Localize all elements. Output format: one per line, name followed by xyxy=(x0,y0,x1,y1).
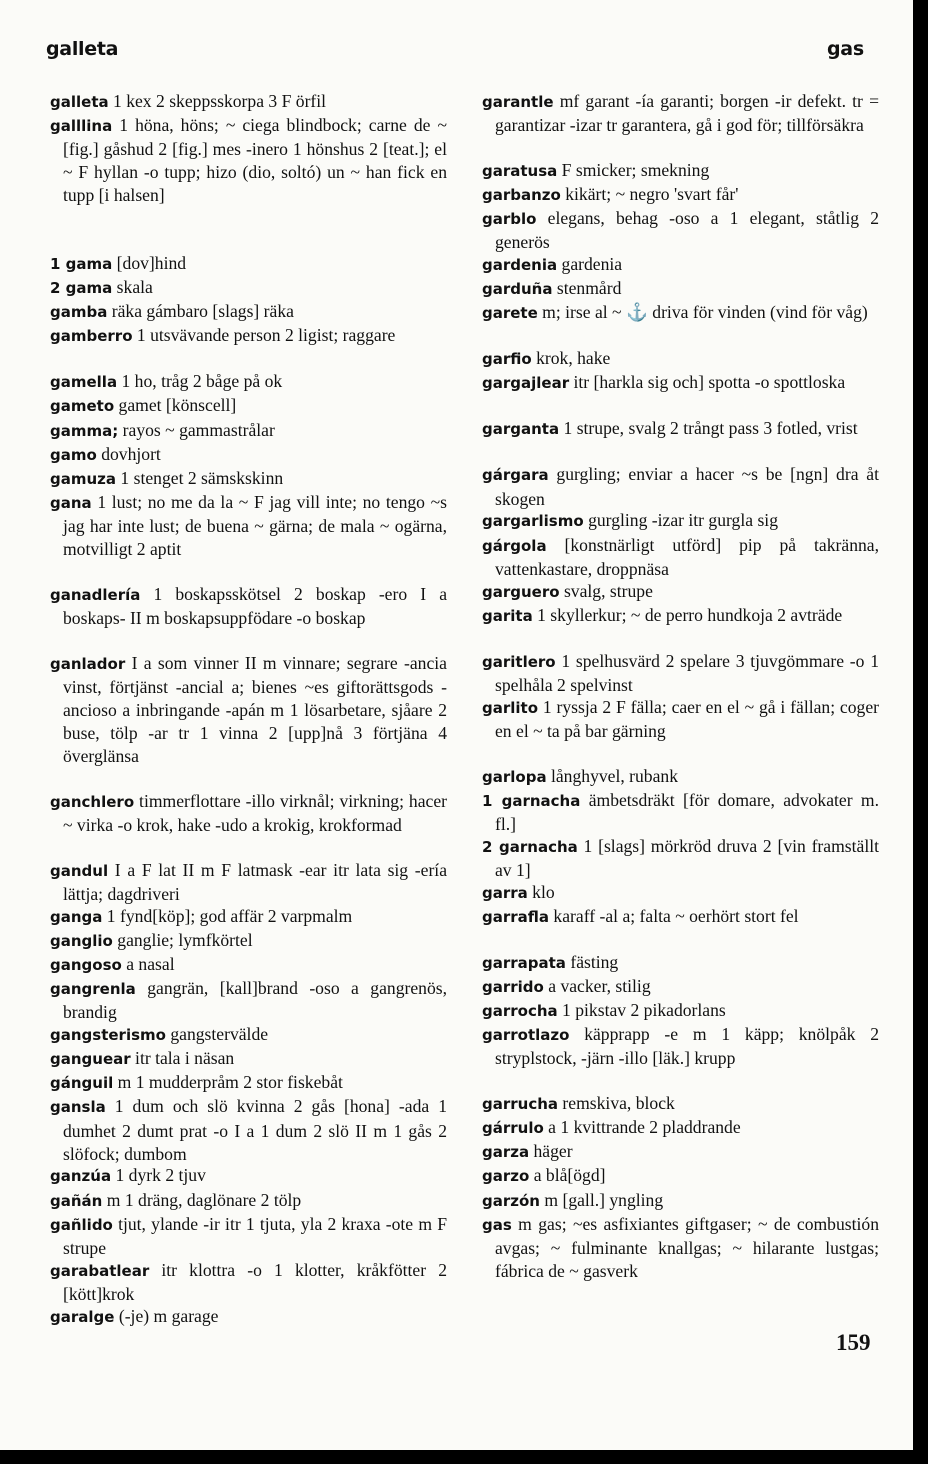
definition: m; irse al ~ ⚓ driva för vinden (vind för våg) xyxy=(537,302,868,323)
entry xyxy=(482,253,879,277)
entry xyxy=(50,90,447,114)
definition: 1 spelhusvärd 2 spelare 3 tjuvgömmare -o 1 spelhåla 2 spelvinst xyxy=(495,650,879,695)
definition: a blå[ögd] xyxy=(529,1165,606,1186)
entry xyxy=(482,301,879,347)
entry xyxy=(50,394,447,418)
headword: gangsterismo xyxy=(50,1026,166,1045)
entry xyxy=(50,1095,447,1164)
entry xyxy=(50,1071,447,1095)
headword: gañlido xyxy=(50,1215,113,1234)
entry xyxy=(50,1305,447,1329)
definition: F smicker; smekning xyxy=(557,160,710,180)
definition: 1 lust; no me da la ~ F jag vill inte; no tengo ~s jag har inte lust; de buena ~ gärna; de mala ~ ogärna, motvilligt 2 aptit xyxy=(63,491,447,560)
definition: itr [harkla sig och] spotta -o spottloska xyxy=(569,372,846,393)
definition: I a som vinner II m vinnare; segrare -ancia vinst, förtjänst -ancial a; bienes ~es giftorättsgods -ancioso a inbringande -apán m 1 lösarbetare, sjåare 2 buse, tölp -ar tr 1 vinna 2 [upp]nå 3 förtjäna 4 överglänsa xyxy=(63,652,447,767)
entry xyxy=(50,467,447,491)
headword: garganta xyxy=(482,420,560,439)
headword: garrucha xyxy=(482,1095,559,1114)
definition: a vacker, stilig xyxy=(543,975,651,996)
headword: ganlador xyxy=(50,654,126,673)
definition: 1 höna, höns; ~ ciega blindbock; carne de ~ [fig.] gåshud 2 [fig.] mes -inero 1 hönshus 2 [teat.]; el ~ F hyllan -o tupp; hizo (dio, soltó) un ~ han fick en tupp [i halsen] xyxy=(63,115,447,206)
headword: garrafla xyxy=(482,907,550,926)
headword: garabatlear xyxy=(50,1261,150,1280)
entry xyxy=(482,1116,879,1140)
entry xyxy=(482,207,879,253)
headword: gamba xyxy=(50,303,108,322)
entry xyxy=(482,347,879,371)
definition: [dov]hind xyxy=(112,253,187,274)
entry xyxy=(50,300,447,324)
guide-word-left: galleta xyxy=(46,38,119,60)
definition: 1 dyrk 2 tjuv xyxy=(111,1165,206,1186)
definition: klo xyxy=(527,881,555,902)
definition: 1 pikstav 2 pikadorlans xyxy=(557,1000,726,1021)
entry xyxy=(482,650,879,696)
entry xyxy=(482,881,879,905)
headword: ganzúa xyxy=(50,1167,112,1186)
definition: rayos ~ gammastrålar xyxy=(118,419,275,440)
entry xyxy=(482,417,879,463)
headword: garra xyxy=(482,883,528,902)
entry xyxy=(482,1189,879,1213)
entry xyxy=(482,371,879,417)
headword: garrido xyxy=(482,977,544,996)
headword: gárrulo xyxy=(482,1119,544,1138)
left-column xyxy=(50,90,447,1329)
headword: gárgara xyxy=(482,466,549,485)
headword: gañán xyxy=(50,1191,103,1210)
definition: karaff -al a; falta ~ oerhört stort fel xyxy=(549,905,799,926)
headword: garitlero xyxy=(482,652,556,671)
definition: m gas; ~es asfixiantes giftgaser; ~ de combustión avgas; ~ fulminante knallgas; ~ hilarante lustgas; fábrica de ~ gasverk xyxy=(495,1213,879,1281)
definition: (-je) m garage xyxy=(114,1305,219,1326)
headword: galleta xyxy=(50,93,109,111)
entry xyxy=(482,159,879,183)
headword: gárgola xyxy=(482,536,547,555)
headword: ganguear xyxy=(50,1050,131,1069)
headword: garlito xyxy=(482,698,539,717)
headword: gandul xyxy=(50,861,109,880)
entry xyxy=(50,370,447,394)
entry xyxy=(50,276,447,300)
entry xyxy=(482,534,879,580)
definition: itr klottra -o 1 klotter, kråkfötter 2 [kött]krok xyxy=(63,1259,447,1304)
entry xyxy=(482,1092,879,1116)
headword: ganglio xyxy=(50,931,113,950)
definition: ämbetsdräkt [för domare, advokater m. fl.] xyxy=(495,789,879,834)
definition: itr tala i näsan xyxy=(130,1048,235,1069)
entry xyxy=(50,905,447,929)
entry xyxy=(482,183,879,207)
entry xyxy=(482,951,879,975)
headword: gana xyxy=(50,493,92,512)
entry xyxy=(50,114,447,252)
entry xyxy=(50,652,447,790)
definition: gamet [könscell] xyxy=(114,395,237,416)
headword: garlopa xyxy=(482,767,547,786)
definition: 1 strupe, svalg 2 trångt pass 3 fotled, vrist xyxy=(559,418,858,439)
headword: ganadlería xyxy=(50,585,141,604)
entry xyxy=(50,583,447,652)
headword: 2 garnacha xyxy=(482,837,578,856)
definition: kikärt; ~ negro 'svart får' xyxy=(560,184,739,205)
entry xyxy=(50,1189,447,1213)
headword: gansla xyxy=(50,1098,106,1117)
definition: långhyvel, rubank xyxy=(546,765,679,786)
definition: 1 boskapsskötsel 2 boskap -ero I a boskaps- II m boskapsuppfödare -o boskap xyxy=(63,583,447,628)
definition: dovhjort xyxy=(96,443,161,464)
entry xyxy=(482,1213,879,1305)
entry xyxy=(50,1213,447,1259)
headword: garrapata xyxy=(482,953,566,972)
entry xyxy=(482,509,879,533)
entry xyxy=(482,835,879,881)
headword: garblo xyxy=(482,210,537,229)
headword: garrotlazo xyxy=(482,1026,570,1045)
entry xyxy=(482,1164,879,1188)
entry xyxy=(482,1140,879,1164)
headword: garalge xyxy=(50,1307,115,1326)
headword: garzo xyxy=(482,1167,530,1186)
headword: gamma; xyxy=(50,421,119,440)
definition: gurgling; enviar a hacer ~s be [ngn] dra åt skogen xyxy=(495,464,879,509)
definition: 1 utsvävande person 2 ligist; raggare xyxy=(132,325,396,346)
entry xyxy=(482,463,879,509)
entry xyxy=(50,443,447,467)
entry xyxy=(50,491,447,583)
definition: timmerflottare -illo virknål; virkning; hacer ~ virka -o krok, hake -udo a krokig, krokformad xyxy=(63,790,447,835)
definition: gangrän, [kall]brand -oso a gangrenös, brandig xyxy=(63,978,447,1023)
headword: gamo xyxy=(50,445,97,464)
headword: ganchlero xyxy=(50,792,135,811)
definition: [konstnärligt utförd] pip på takränna, vattenkastare, droppnäsa xyxy=(495,534,879,579)
definition: gurgling -izar itr gurgla sig xyxy=(583,510,778,531)
headword: gangoso xyxy=(50,956,122,975)
definition: 1 ho, tråg 2 båge på ok xyxy=(117,371,283,392)
headword: garbanzo xyxy=(482,186,561,205)
headword: garete xyxy=(482,304,538,323)
entry xyxy=(50,859,447,905)
entry xyxy=(50,953,447,977)
entry xyxy=(482,604,879,650)
headword: gamberro xyxy=(50,327,133,346)
entry xyxy=(482,277,879,301)
page-number: 159 xyxy=(836,1330,871,1355)
entry xyxy=(482,696,879,765)
definition: a nasal xyxy=(121,954,175,975)
headword: galllina xyxy=(50,117,113,136)
entry xyxy=(50,929,447,953)
definition: elegans, behag -oso a 1 elegant, ståtlig 2 generös xyxy=(495,208,879,253)
definition: 1 kex 2 skeppsskorpa 3 F örfil xyxy=(108,91,327,111)
definition: m 1 dräng, daglönare 2 tölp xyxy=(102,1189,302,1210)
headword: garza xyxy=(482,1143,530,1162)
definition: räka gámbaro [slags] räka xyxy=(107,301,294,322)
entry xyxy=(50,1047,447,1071)
entry xyxy=(482,90,879,159)
definition: käpprapp -e m 1 käpp; knölpåk 2 stryplstock, -järn -illo [läk.] krupp xyxy=(495,1024,879,1069)
entry xyxy=(50,1259,447,1305)
entry xyxy=(482,1023,879,1092)
entry xyxy=(482,789,879,835)
definition: häger xyxy=(529,1141,573,1162)
headword: gardenia xyxy=(482,256,558,275)
definition: m [gall.] yngling xyxy=(539,1189,664,1210)
guide-word-right: gas xyxy=(827,38,864,60)
headword: garantle xyxy=(482,93,554,111)
definition: a 1 kvittrande 2 pladdrande xyxy=(543,1117,741,1138)
headword: 1 gama xyxy=(50,255,113,274)
definition: 1 ryssja 2 F fälla; caer en el ~ gå i fällan; coger en el ~ ta på bar gärning xyxy=(495,696,879,741)
headword: gargarlismo xyxy=(482,512,584,531)
headword: gargajlear xyxy=(482,374,570,393)
definition: 1 dum och slö kvinna 2 gås [hona] -ada 1 dumhet 2 dumt prat -o I a 1 dum 2 slö II m 1 gås 2 slöfock; dumbom xyxy=(63,1096,447,1164)
definition: ganglie; lymfkörtel xyxy=(112,929,253,950)
headword: garguero xyxy=(482,582,560,601)
definition: fästing xyxy=(565,951,619,972)
definition: svalg, strupe xyxy=(559,580,653,601)
definition: I a F lat II m F latmask -ear itr lata sig -ería lättja; dagdriveri xyxy=(63,859,447,904)
headword: gas xyxy=(482,1215,512,1234)
definition: 1 stenget 2 sämskskinn xyxy=(116,467,284,488)
definition: 1 skyllerkur; ~ de perro hundkoja 2 avträde xyxy=(532,604,843,625)
entry xyxy=(482,905,879,951)
definition: gardenia xyxy=(557,254,623,275)
headword: gamella xyxy=(50,373,118,392)
entry xyxy=(482,975,879,999)
entry xyxy=(50,790,447,859)
entry xyxy=(50,977,447,1023)
definition: krok, hake xyxy=(531,348,611,369)
entry xyxy=(482,580,879,604)
headword: gamuza xyxy=(50,469,117,488)
definition: mf garant -ía garanti; borgen -ir defekt. tr = garantizar -izar tr garantera, gå i god för; tillförsäkra xyxy=(495,91,879,136)
headword: garatusa xyxy=(482,162,558,180)
definition: 1 [slags] mörkröd druva 2 [vin framställt av 1] xyxy=(495,835,879,880)
entry xyxy=(50,419,447,443)
headword: gameto xyxy=(50,397,115,416)
headword: garzón xyxy=(482,1191,540,1210)
entry xyxy=(50,252,447,276)
definition: skala xyxy=(112,277,153,298)
headword: gánguil xyxy=(50,1074,114,1093)
entry xyxy=(50,1164,447,1188)
definition: remskiva, block xyxy=(558,1093,675,1114)
headword: 2 gama xyxy=(50,279,113,298)
headword: gangrenla xyxy=(50,980,136,999)
definition: 1 fynd[köp]; god affär 2 varpmalm xyxy=(102,905,353,926)
headword: garfio xyxy=(482,350,532,369)
definition: tjut, ylande -ir itr 1 tjuta, yla 2 kraxa -ote m F strupe xyxy=(63,1213,447,1258)
right-column xyxy=(482,90,879,1305)
definition: stenmård xyxy=(552,278,622,299)
headword: ganga xyxy=(50,907,103,926)
definition: m 1 mudderpråm 2 stor fiskebåt xyxy=(113,1072,343,1093)
entry xyxy=(50,324,447,370)
definition: gangstervälde xyxy=(165,1024,269,1045)
headword: garita xyxy=(482,606,533,625)
headword: 1 garnacha xyxy=(482,791,581,810)
entry xyxy=(482,999,879,1023)
headword: garduña xyxy=(482,280,553,299)
entry xyxy=(50,1023,447,1047)
entry xyxy=(482,765,879,789)
headword: garrocha xyxy=(482,1002,558,1021)
